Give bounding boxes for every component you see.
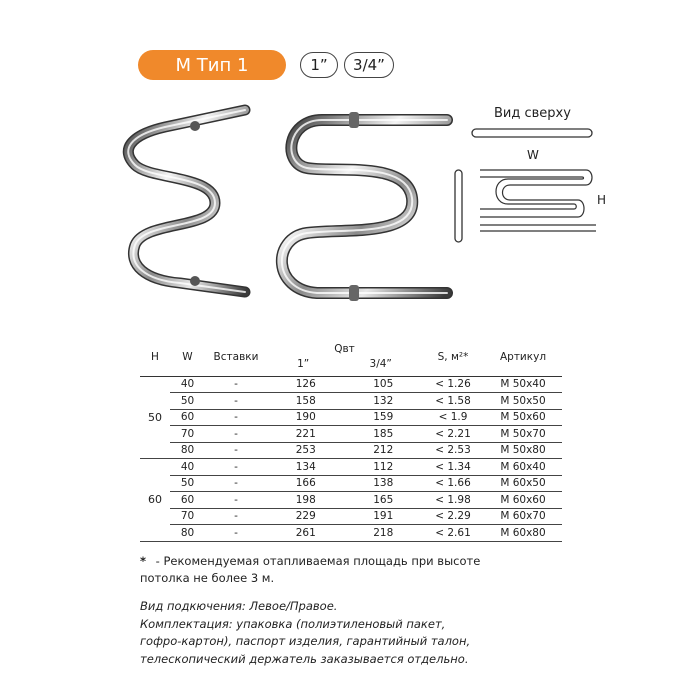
table-row — [140, 426, 562, 443]
size-1-inch-pill: 1” — [300, 52, 338, 78]
cell-q34: 212 — [345, 442, 423, 459]
cell-w: 70 — [170, 508, 205, 525]
cell-article: М 60х40 — [484, 459, 562, 476]
cell-article: М 60х60 — [484, 492, 562, 509]
cell-article: М 50х40 — [484, 376, 562, 393]
cell-w: 40 — [170, 459, 205, 476]
side-bar-schematic — [453, 168, 465, 246]
height-label: H — [597, 193, 607, 207]
cell-inserts: - — [205, 376, 267, 393]
table-row — [140, 475, 562, 492]
cell-w: 40 — [170, 376, 205, 393]
cell-s: < 1.9 — [422, 409, 484, 426]
col-q34-header: 3/4” — [369, 357, 392, 370]
cell-article: М 50х50 — [484, 393, 562, 410]
towel-rail-photo-front — [262, 98, 462, 313]
footnote-line-2: потолка не более 3 м. — [140, 571, 275, 585]
table-row — [140, 376, 562, 393]
col-inserts-header: Вставки — [205, 338, 267, 376]
cell-inserts: - — [205, 409, 267, 426]
cell-w: 60 — [170, 409, 205, 426]
model-badge: М Тип 1 — [138, 50, 286, 80]
cell-q1: 261 — [267, 525, 345, 542]
cell-inserts: - — [205, 459, 267, 476]
cell-s: < 1.34 — [422, 459, 484, 476]
cell-q1: 221 — [267, 426, 345, 443]
cell-article: М 50х70 — [484, 426, 562, 443]
col-s-header: S, м²* — [422, 338, 484, 376]
footnote-line-1: - Рекомендуемая отапливаемая площадь при высоте — [155, 554, 481, 568]
cell-q1: 229 — [267, 508, 345, 525]
cell-q34: 132 — [345, 393, 423, 410]
cell-inserts: - — [205, 525, 267, 542]
cell-q34: 185 — [345, 426, 423, 443]
package-line-1: Комплектация: упаковка (полиэтиленовый пакет, — [140, 616, 446, 631]
cell-q34: 191 — [345, 508, 423, 525]
h-group-60: 60 — [140, 459, 170, 542]
cell-w: 80 — [170, 442, 205, 459]
cell-w: 50 — [170, 393, 205, 410]
table-row — [140, 508, 562, 525]
top-view-label: Вид сверху — [494, 106, 571, 121]
col-q-label: Qвт — [334, 342, 355, 355]
cell-q1: 253 — [267, 442, 345, 459]
cell-article: М 50х80 — [484, 442, 562, 459]
cell-inserts: - — [205, 475, 267, 492]
table-row — [140, 459, 562, 476]
package-line-2: гофро-картон), паспорт изделия, гарантийный талон, — [140, 634, 471, 648]
cell-article: М 60х50 — [484, 475, 562, 492]
cell-w: 70 — [170, 426, 205, 443]
cell-article: М 60х80 — [484, 525, 562, 542]
col-q1-header: 1” — [297, 357, 310, 370]
cell-w: 50 — [170, 475, 205, 492]
cell-q34: 165 — [345, 492, 423, 509]
cell-w: 60 — [170, 492, 205, 509]
cell-s: < 1.66 — [422, 475, 484, 492]
footnote-mark: * — [140, 554, 147, 568]
product-details — [140, 598, 500, 668]
cell-q34: 159 — [345, 409, 423, 426]
table-row — [140, 525, 562, 542]
cell-inserts: - — [205, 393, 267, 410]
top-view-schematic — [470, 125, 600, 145]
table-row — [140, 492, 562, 509]
width-label: W — [527, 148, 539, 162]
cell-s: < 2.21 — [422, 426, 484, 443]
cell-q1: 198 — [267, 492, 345, 509]
size-3-4-inch-pill: 3/4” — [344, 52, 394, 78]
cell-q1: 166 — [267, 475, 345, 492]
cell-q1: 158 — [267, 393, 345, 410]
col-article-header: Артикул — [484, 338, 562, 376]
cell-s: < 1.58 — [422, 393, 484, 410]
cell-q34: 138 — [345, 475, 423, 492]
h-group-50: 50 — [140, 376, 170, 459]
cell-q1: 134 — [267, 459, 345, 476]
cell-s: < 1.98 — [422, 492, 484, 509]
connection-type: Вид подкючения: Левое/Правое. — [140, 599, 338, 613]
table-row — [140, 409, 562, 426]
cell-inserts: - — [205, 508, 267, 525]
col-h-header: H — [140, 338, 170, 376]
cell-q34: 105 — [345, 376, 423, 393]
cell-s: < 2.61 — [422, 525, 484, 542]
cell-w: 80 — [170, 525, 205, 542]
footnote — [140, 553, 480, 587]
cell-inserts: - — [205, 492, 267, 509]
col-w-header: W — [170, 338, 205, 376]
cell-article: М 60х70 — [484, 508, 562, 525]
table-row — [140, 393, 562, 410]
cell-inserts: - — [205, 426, 267, 443]
cell-s: < 2.29 — [422, 508, 484, 525]
cell-article: М 50х60 — [484, 409, 562, 426]
specification-table — [140, 338, 562, 542]
table-row — [140, 442, 562, 459]
cell-q34: 112 — [345, 459, 423, 476]
cell-q1: 190 — [267, 409, 345, 426]
col-q-header — [267, 338, 422, 376]
towel-rail-photo-angled — [100, 95, 270, 310]
cell-q34: 218 — [345, 525, 423, 542]
package-line-3: телескопический держатель заказывается отдельно. — [140, 651, 469, 666]
front-outline-schematic — [478, 165, 603, 245]
cell-s: < 2.53 — [422, 442, 484, 459]
cell-inserts: - — [205, 442, 267, 459]
cell-s: < 1.26 — [422, 376, 484, 393]
cell-q1: 126 — [267, 376, 345, 393]
